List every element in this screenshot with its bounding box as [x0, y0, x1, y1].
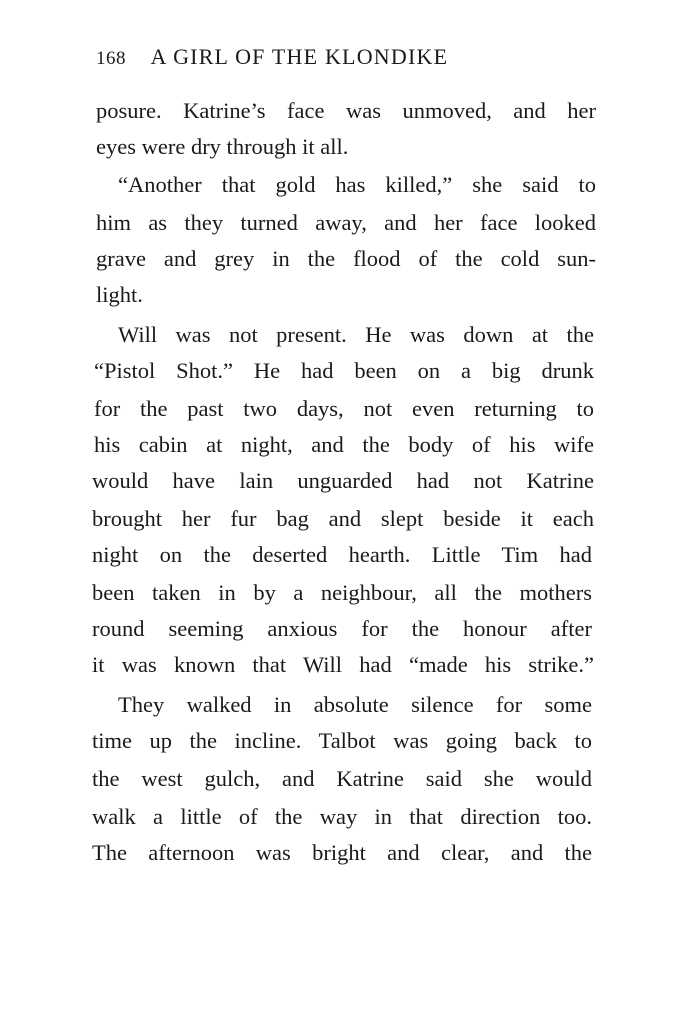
text-line: time up the incline. Talbot was going back to [92, 728, 592, 753]
text-line: brought her fur bag and slept beside it each [92, 506, 594, 531]
text-line: light. [96, 282, 143, 307]
text-line: it was known that Will had “made his strike.” [92, 652, 594, 677]
text-line: for the past two days, not even returning to [94, 396, 594, 421]
text-line: “Pistol Shot.” He had been on a big drunk [94, 358, 594, 383]
text-line: Will was not present. He was down at the [118, 322, 594, 347]
book-title: A GIRL OF THE KLONDIKE [150, 44, 449, 69]
text-line: “Another that gold has killed,” she said to [118, 172, 596, 197]
text-line: been taken in by a neighbour, all the mothers [92, 580, 592, 605]
text-line: walk a little of the way in that direction too. [92, 804, 592, 829]
text-line: They walked in absolute silence for some [118, 692, 592, 717]
text-line: night on the deserted hearth. Little Tim had [92, 542, 592, 567]
page-number: 168 [96, 48, 126, 69]
text-line: eyes were dry through it all. [96, 134, 349, 159]
text-line: round seeming anxious for the honour after [92, 616, 592, 641]
text-line: the west gulch, and Katrine said she would [92, 766, 592, 791]
running-head [96, 44, 596, 78]
text-line: grave and grey in the flood of the cold sun- [96, 246, 596, 271]
text-line: him as they turned away, and her face looked [96, 210, 596, 235]
text-line: his cabin at night, and the body of his wife [94, 432, 594, 457]
text-line: The afternoon was bright and clear, and the [92, 840, 592, 865]
text-line: would have lain unguarded had not Katrine [92, 468, 594, 493]
text-line: posure. Katrine’s face was unmoved, and her [96, 98, 596, 123]
